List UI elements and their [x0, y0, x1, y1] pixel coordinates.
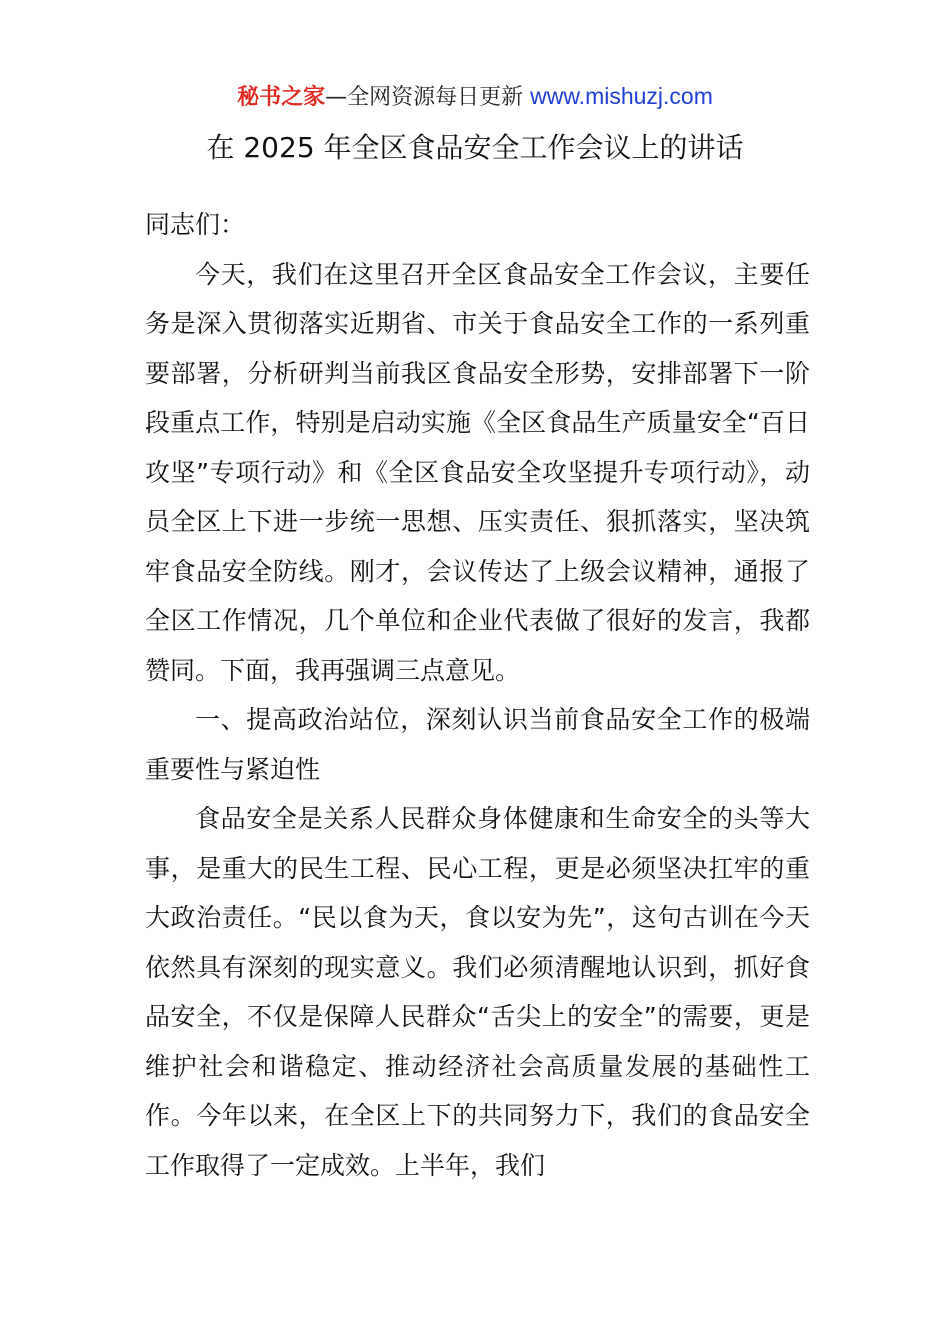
section-heading-1: 一、提高政治站位，深刻认识当前食品安全工作的极端重要性与紧迫性	[145, 705, 810, 784]
brand-name: 秘书之家	[237, 85, 326, 110]
paragraph-intro: 今天，我们在这里召开全区食品安全工作会议，主要任务是深入贯彻落实近期省、市关于食品安全工作的一系列重要部署，分析研判当前我区食品安全形势，安排部署下一阶段重点工作，特别是启动实施《全区食品生产质量安全“百日攻坚”专项行动》和《全区食品安全攻坚提升专项行动》，动员全区上下进一步统一思想、压实责任、狠抓落实，坚决筑牢食品安全防线。刚才，会议传达了上级会议精神，通报了全区工作情况，几个单位和企业代表做了很好的发言，我都赞同。下面，我再强调三点意见。	[145, 259, 810, 685]
document-body	[145, 200, 810, 1190]
brand-slogan: —全网资源每日更新	[325, 85, 524, 110]
salutation: 同志们：	[145, 210, 246, 239]
document-title: 在 2025 年全区食品安全工作会议上的讲话	[206, 131, 744, 164]
paragraph-section-1: 食品安全是关系人民群众身体健康和生命安全的头等大事，是重大的民生工程、民心工程，更是必须坚决扛牢的重大政治责任。“民以食为天，食以安为先”，这句古训在今天依然具有深刻的现实意义。我们必须清醒地认识到，抓好食品安全，不仅是保障人民群众“舌尖上的安全”的需要，更是维护社会和谐稳定、推动经济社会高质量发展的基础性工作。今年以来，在全区上下的共同努力下，我们的食品安全工作取得了一定成效。上半年，我们	[145, 804, 810, 1180]
site-url-link[interactable]: www.mishuzj.com	[530, 83, 713, 109]
site-header	[0, 80, 950, 114]
